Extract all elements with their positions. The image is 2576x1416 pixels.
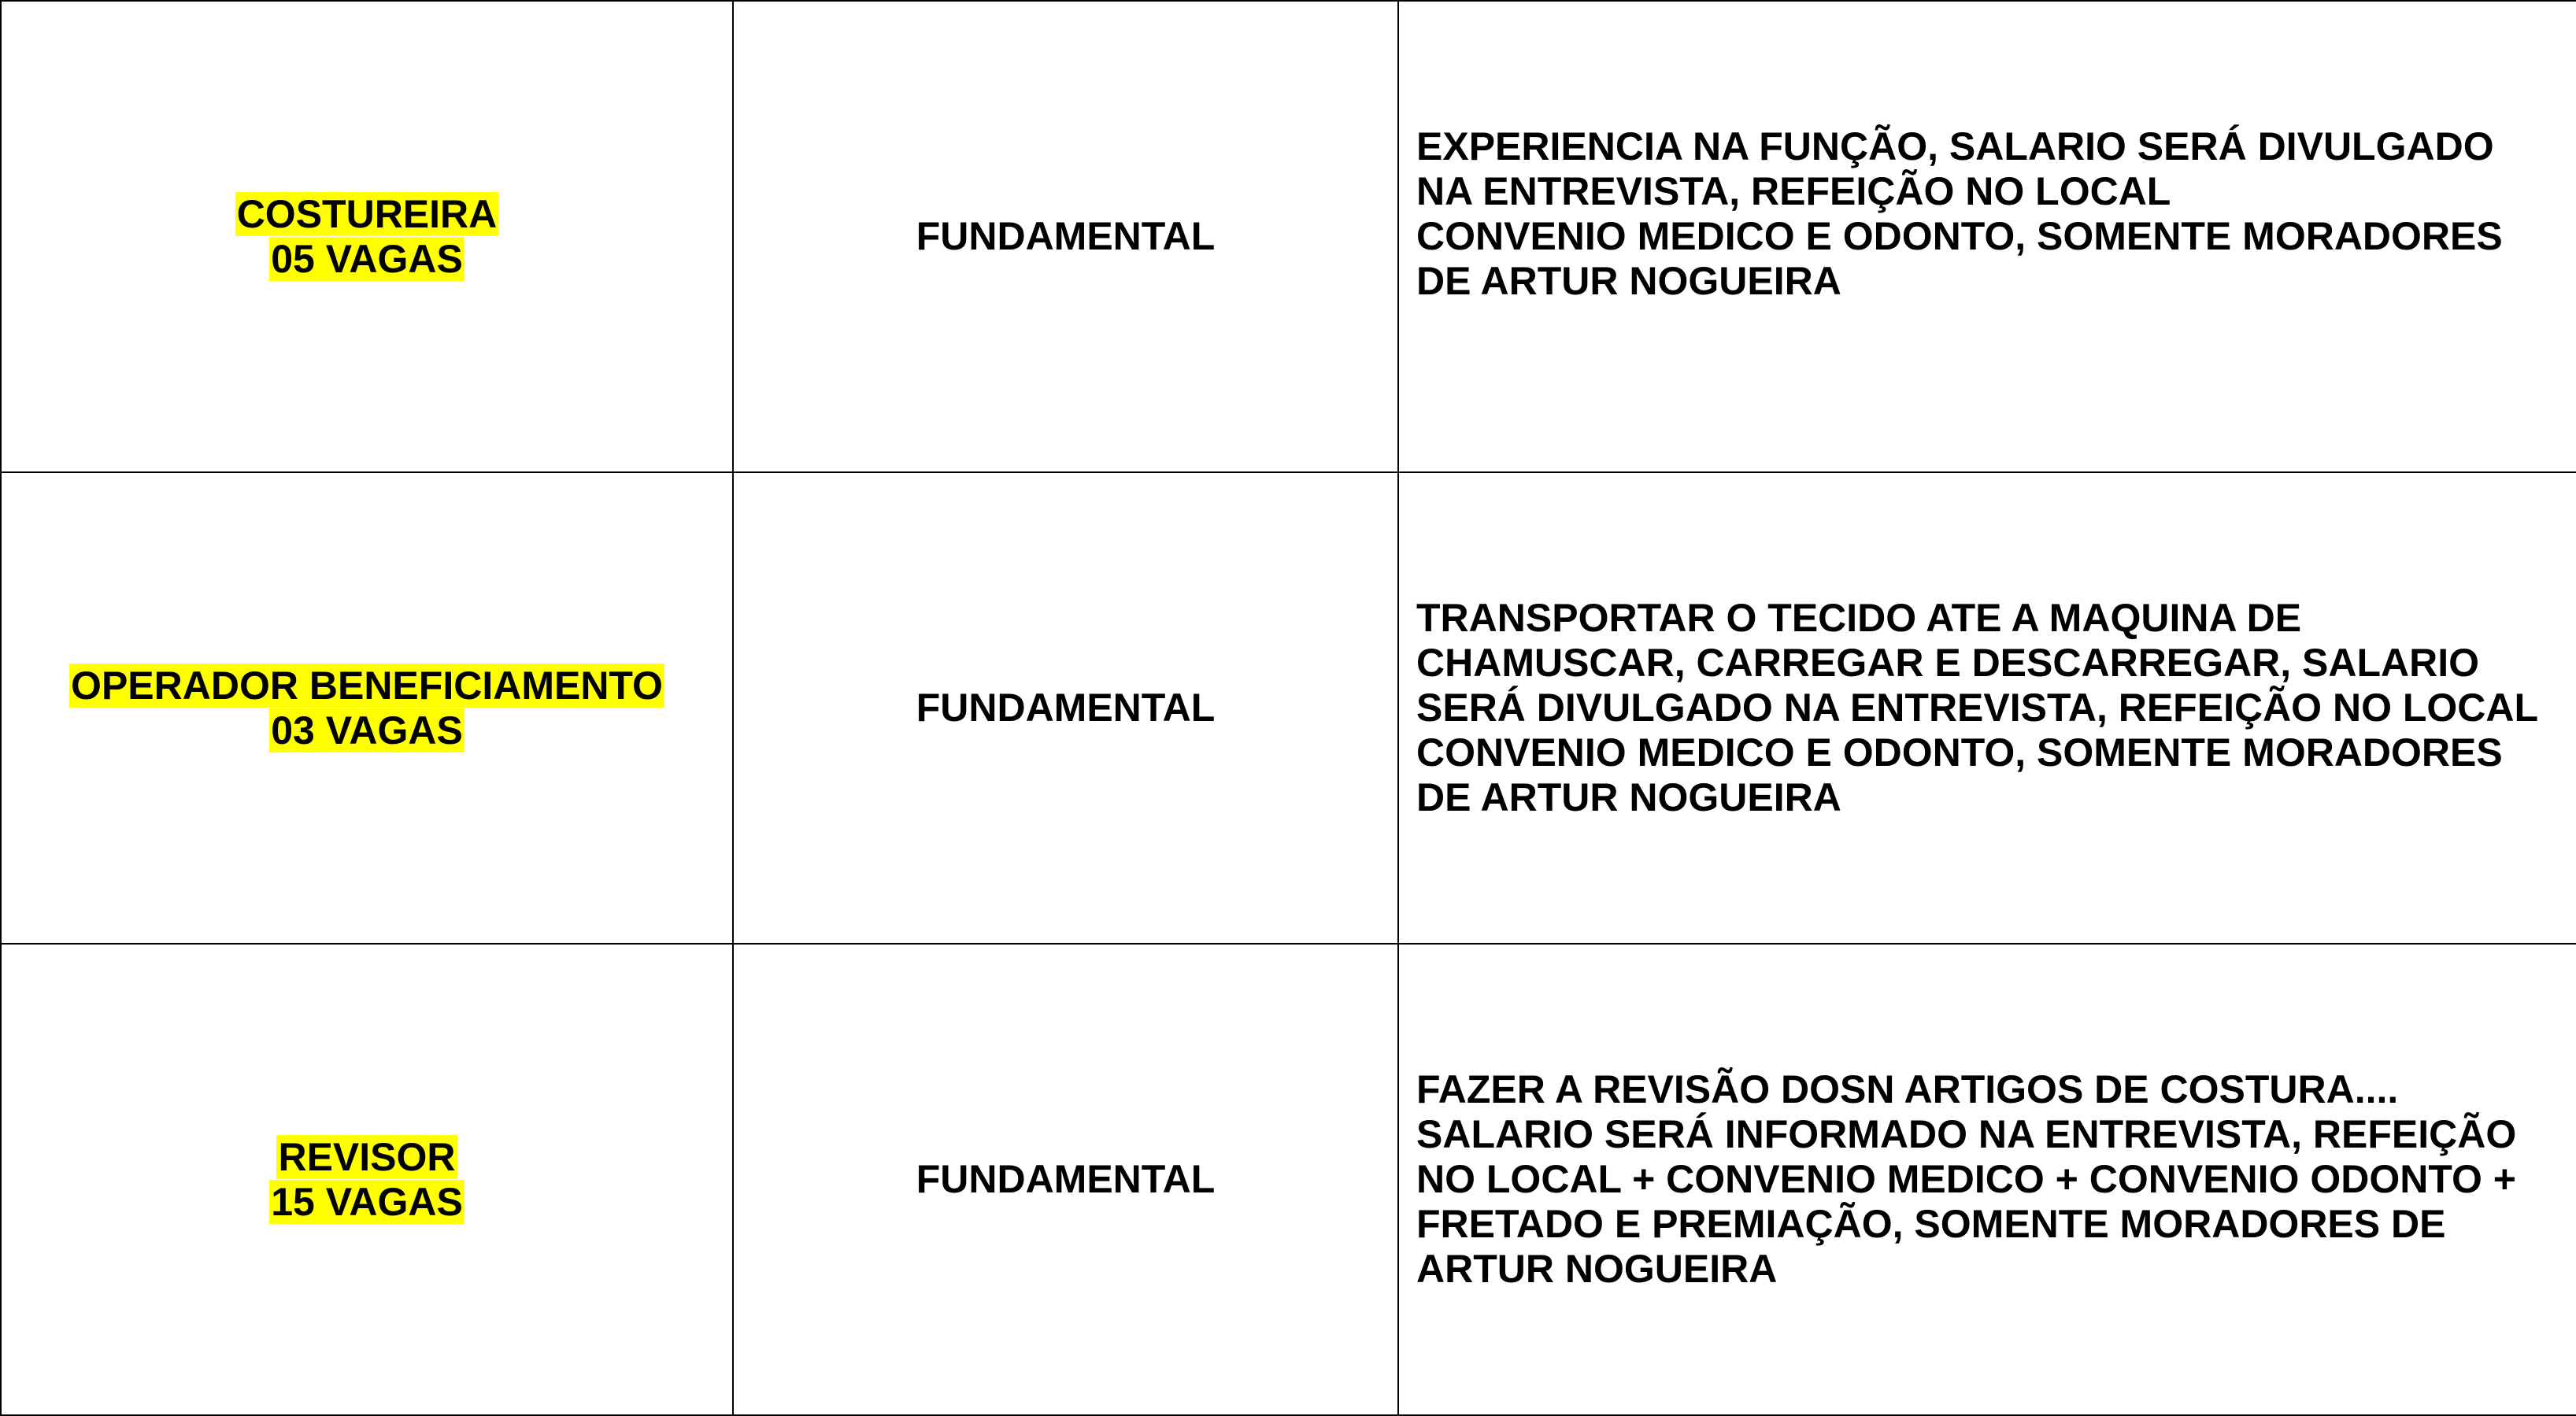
table-row [1,944,2576,1415]
table-row [1,1,2576,472]
description-line: TRANSPORTAR O TECIDO ATE A MAQUINA DE [1416,596,2302,640]
description-line: CONVENIO MEDICO E ODONTO, SOMENTE MORADORES [1416,214,2503,258]
job-title: REVISOR [278,1134,456,1179]
description-line: NA ENTREVISTA, REFEIÇÃO NO LOCAL [1416,169,2171,213]
description-line: DE ARTUR NOGUEIRA [1416,775,1841,819]
description-line: DE ARTUR NOGUEIRA [1416,259,1841,303]
table-row [1,472,2576,944]
job-title-cell [1,944,733,1415]
description-line: SALARIO SERÁ INFORMADO NA ENTREVISTA, REFEIÇÃO [1416,1112,2517,1156]
description-cell [1398,1,2576,472]
description-line: CONVENIO MEDICO E ODONTO, SOMENTE MORADORES [1416,730,2503,775]
education-cell: FUNDAMENTAL [733,1,1398,472]
description-line: CHAMUSCAR, CARREGAR E DESCARREGAR, SALARIO [1416,641,2480,685]
job-title: COSTUREIRA [236,191,498,236]
description-line: EXPERIENCIA NA FUNÇÃO, SALARIO SERÁ DIVULGADO [1416,124,2494,168]
vacancy-count: 05 VAGAS [271,236,463,281]
description-cell [1398,472,2576,944]
description-line: FAZER A REVISÃO DOSN ARTIGOS DE COSTURA.... [1416,1067,2399,1111]
job-title-cell [1,1,733,472]
vacancy-count: 03 VAGAS [271,708,463,752]
description-line: ARTUR NOGUEIRA [1416,1247,1778,1291]
description-line-spacer [1416,304,2562,349]
vacancy-count: 15 VAGAS [271,1179,463,1224]
education-cell: FUNDAMENTAL [733,472,1398,944]
education-cell: FUNDAMENTAL [733,944,1398,1415]
description-line: SERÁ DIVULGADO NA ENTREVISTA, REFEIÇÃO NO LOCAL [1416,686,2539,730]
description-line: FRETADO E PREMIAÇÃO, SOMENTE MORADORES DE [1416,1202,2446,1246]
description-cell [1398,944,2576,1415]
job-title-cell [1,472,733,944]
description-line: NO LOCAL + CONVENIO MEDICO + CONVENIO ODONTO + [1416,1157,2516,1201]
job-title: OPERADOR BENEFICIAMENTO [71,663,663,708]
